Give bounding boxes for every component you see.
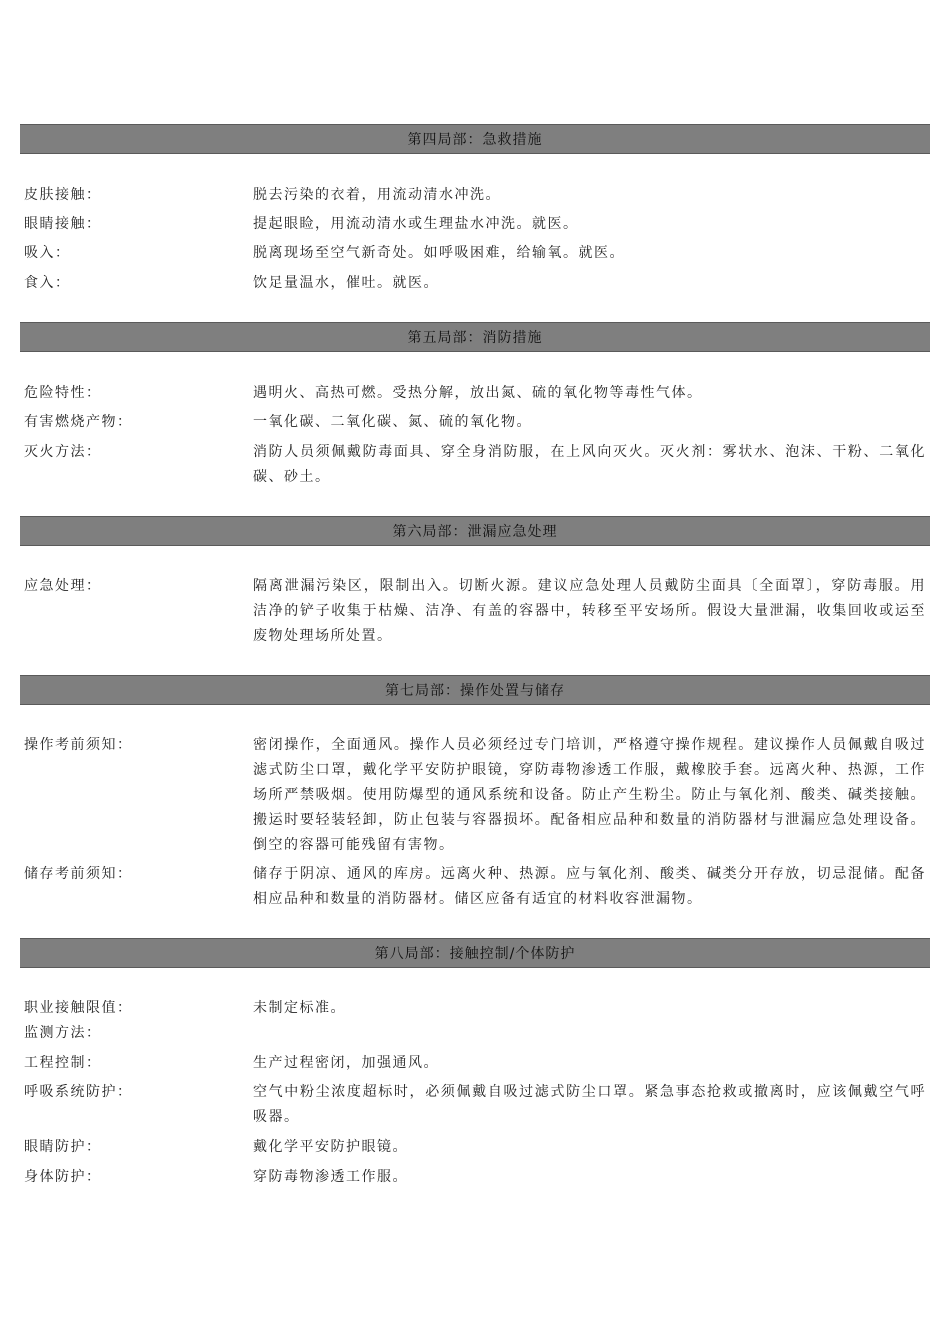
field-value: 提起眼睑，用流动清水或生理盐水冲洗。就医。: [253, 216, 579, 232]
field-value: 遇明火、高热可燃。受热分解，放出氮、硫的氧化物等毒性气体。: [253, 385, 703, 401]
field-label: 有害燃烧产物：: [24, 414, 133, 430]
field-value: 消防人员须佩戴防毒面具、穿全身消防服，在上风向灭火。灭火剂：雾状水、泡沫、干粉、二氧化碳、砂土。: [253, 444, 926, 485]
section-header-first-aid: 第四局部：急救措施: [20, 124, 930, 154]
field-value: 脱离现场至空气新奇处。如呼吸困难，给输氧。就医。: [253, 245, 625, 261]
field-value: 隔离泄漏污染区，限制出入。切断火源。建议应急处理人员戴防尘面具〔全面罩〕，穿防毒服。用洁净的铲子收集于枯燥、洁净、有盖的容器中，转移至平安场所。假设大量泄漏，收集回收或运至废物处理场所处置。: [253, 578, 926, 644]
section-header-exposure-controls: 第八局部：接触控制/个体防护: [20, 938, 930, 968]
field-label: 监测方法：: [24, 1025, 102, 1041]
field-label: 眼睛接触：: [24, 216, 102, 232]
field-label: 危险特性：: [24, 385, 102, 401]
section-header-fire-fighting: 第五局部：消防措施: [20, 322, 930, 352]
field-value: 生产过程密闭，加强通风。: [253, 1055, 439, 1071]
field-label: 呼吸系统防护：: [24, 1084, 133, 1100]
field-value: 戴化学平安防护眼镜。: [253, 1139, 408, 1155]
field-label: 灭火方法：: [24, 444, 102, 460]
field-label: 食入：: [24, 275, 71, 291]
field-label: 眼睛防护：: [24, 1139, 102, 1155]
field-label: 应急处理：: [24, 578, 102, 594]
field-value: 穿防毒物渗透工作服。: [253, 1169, 408, 1185]
field-label: 储存考前须知：: [24, 866, 133, 882]
field-label: 吸入：: [24, 245, 71, 261]
field-value: 未制定标准。: [253, 1000, 346, 1016]
field-label: 操作考前须知：: [24, 737, 133, 753]
field-value: 储存于阴凉、通风的库房。远离火种、热源。应与氧化剂、酸类、碱类分开存放，切忌混储。配备相应品种和数量的消防器材。储区应备有适宜的材料收容泄漏物。: [253, 866, 926, 907]
field-label: 工程控制：: [24, 1055, 102, 1071]
field-label: 身体防护：: [24, 1169, 102, 1185]
field-value: 脱去污染的衣着，用流动清水冲洗。: [253, 187, 501, 203]
field-value: 空气中粉尘浓度超标时，必须佩戴自吸过滤式防尘口罩。紧急事态抢救或撤离时，应该佩戴空气呼吸器。: [253, 1084, 926, 1125]
section-header-accidental-release: 第六局部：泄漏应急处理: [20, 516, 930, 546]
field-label: 皮肤接触：: [24, 187, 102, 203]
field-label: 职业接触限值：: [24, 1000, 133, 1016]
section-header-handling-storage: 第七局部：操作处置与储存: [20, 675, 930, 705]
field-value: 饮足量温水，催吐。就医。: [253, 275, 439, 291]
field-value: 密闭操作，全面通风。操作人员必须经过专门培训，严格遵守操作规程。建议操作人员佩戴自吸过滤式防尘口罩，戴化学平安防护眼镜，穿防毒物渗透工作服，戴橡胶手套。远离火种、热源，工作场所严禁吸烟。使用防爆型的通风系统和设备。防止产生粉尘。防止与氧化剂、酸类、碱类接触。搬运时要轻装轻卸，防止包装与容器损坏。配备相应品种和数量的消防器材与泄漏应急处理设备。倒空的容器可能残留有害物。: [253, 737, 926, 853]
field-value: 一氧化碳、二氧化碳、氮、硫的氧化物。: [253, 414, 532, 430]
